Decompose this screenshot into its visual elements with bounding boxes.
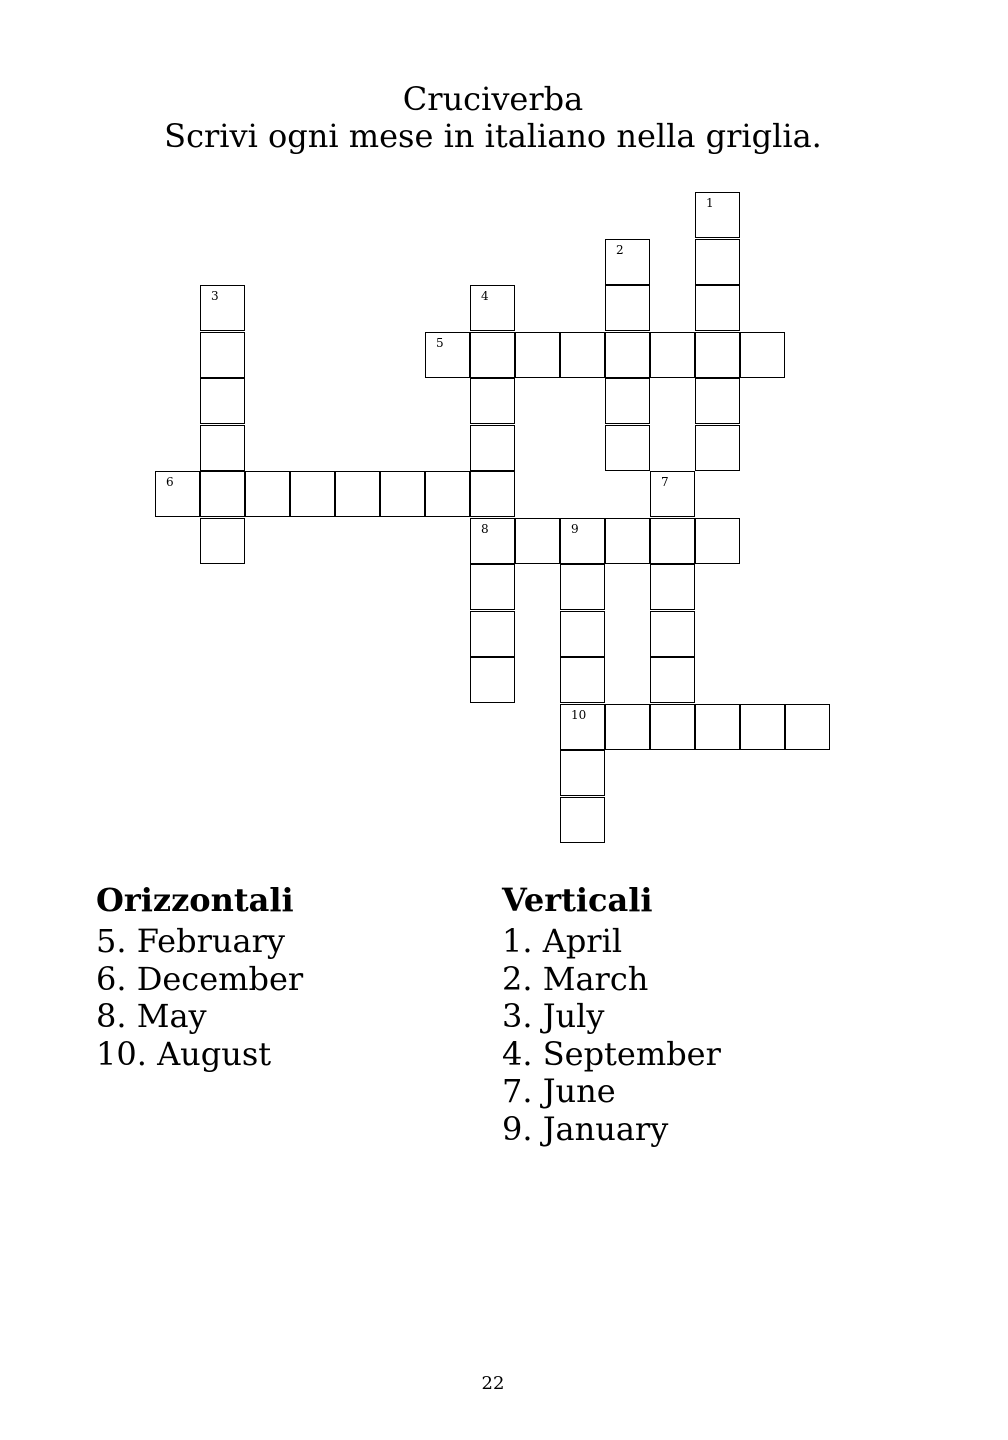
down-clue: 2. March (502, 959, 649, 998)
grid-cell[interactable] (560, 797, 605, 843)
grid-cell[interactable] (605, 332, 650, 378)
clue-number: 6 (166, 475, 174, 489)
grid-cell[interactable] (425, 332, 470, 378)
grid-cell[interactable] (155, 471, 200, 517)
clue-number: 4 (481, 289, 489, 303)
puzzle-instructions: Scrivi ogni mese in italiano nella griglia. (164, 117, 822, 155)
down-clue: 3. July (502, 997, 605, 1035)
grid-cell[interactable] (605, 425, 650, 471)
down-clue: 9. January (502, 1109, 669, 1148)
grid-cell[interactable] (470, 518, 515, 564)
grid-cell[interactable] (470, 657, 515, 703)
clue-number: 3 (211, 289, 219, 303)
across-heading: Orizzontali (96, 881, 294, 919)
grid-cell[interactable] (560, 704, 605, 750)
grid-cell[interactable] (200, 518, 245, 564)
clue-number: 7 (661, 475, 669, 489)
grid-cell[interactable] (200, 471, 245, 517)
clue-number: 9 (571, 521, 579, 536)
grid-cell[interactable] (515, 332, 560, 378)
grid-cell[interactable] (470, 564, 515, 610)
down-clue: 4. September (502, 1034, 721, 1073)
grid-cell[interactable] (605, 704, 650, 750)
grid-cell[interactable] (470, 425, 515, 471)
grid-cell[interactable] (605, 378, 650, 424)
grid-cell[interactable] (650, 471, 695, 517)
page-number: 22 (481, 1373, 505, 1394)
grid-cell[interactable] (515, 518, 560, 564)
grid-cell[interactable] (380, 471, 425, 517)
grid-cell[interactable] (200, 425, 245, 471)
grid-cell[interactable] (605, 239, 650, 285)
grid-cell[interactable] (245, 471, 290, 517)
grid-cell[interactable] (560, 657, 605, 703)
grid-cell[interactable] (200, 332, 245, 378)
grid-cell[interactable] (290, 471, 335, 517)
across-clue: 5. February (96, 922, 285, 960)
grid-cell[interactable] (650, 518, 695, 564)
grid-cell[interactable] (200, 378, 245, 424)
grid-cell[interactable] (785, 704, 830, 750)
grid-cell[interactable] (740, 332, 785, 378)
grid-cell[interactable] (560, 611, 605, 657)
across-clue: 6. December (96, 959, 304, 998)
clue-number: 10 (571, 707, 587, 722)
clue-number: 8 (481, 521, 489, 536)
grid-cell[interactable] (605, 285, 650, 331)
across-clue-list (96, 923, 303, 1073)
grid-cell[interactable] (695, 285, 740, 331)
grid-cell[interactable] (650, 704, 695, 750)
clue-number: 2 (616, 242, 624, 257)
grid-cell[interactable] (560, 564, 605, 610)
grid-cell[interactable] (650, 657, 695, 703)
grid-cell[interactable] (650, 564, 695, 610)
grid-cell[interactable] (425, 471, 470, 517)
across-clue: 10. August (96, 1034, 272, 1073)
puzzle-title: Cruciverba (402, 80, 584, 118)
grid-cell[interactable] (695, 192, 740, 238)
across-clue: 8. May (96, 997, 207, 1035)
grid-cell[interactable] (740, 704, 785, 750)
grid-cell[interactable] (695, 704, 740, 750)
grid-cell[interactable] (470, 332, 515, 378)
grid-cell[interactable] (695, 425, 740, 471)
grid-cell[interactable] (560, 332, 605, 378)
down-heading: Verticali (502, 881, 653, 919)
down-clue-list (502, 923, 721, 1148)
grid-cell[interactable] (695, 239, 740, 285)
grid-cell[interactable] (335, 471, 380, 517)
grid-cell[interactable] (695, 332, 740, 378)
clue-number: 1 (706, 196, 714, 210)
down-clue: 1. April (502, 922, 623, 960)
grid-cell[interactable] (470, 611, 515, 657)
grid-cell[interactable] (695, 518, 740, 564)
grid-cell[interactable] (470, 285, 515, 331)
grid-cell[interactable] (560, 518, 605, 564)
grid-cell[interactable] (470, 471, 515, 517)
grid-cell[interactable] (200, 285, 245, 331)
grid-cell[interactable] (650, 611, 695, 657)
clue-number: 5 (436, 335, 444, 350)
across-clues (96, 880, 303, 1073)
down-clues (502, 880, 721, 1148)
grid-cell[interactable] (605, 518, 650, 564)
grid-cell[interactable] (560, 750, 605, 796)
grid-cell[interactable] (470, 378, 515, 424)
down-clue: 7. June (502, 1072, 616, 1110)
grid-cell[interactable] (650, 332, 695, 378)
grid-cell[interactable] (695, 378, 740, 424)
